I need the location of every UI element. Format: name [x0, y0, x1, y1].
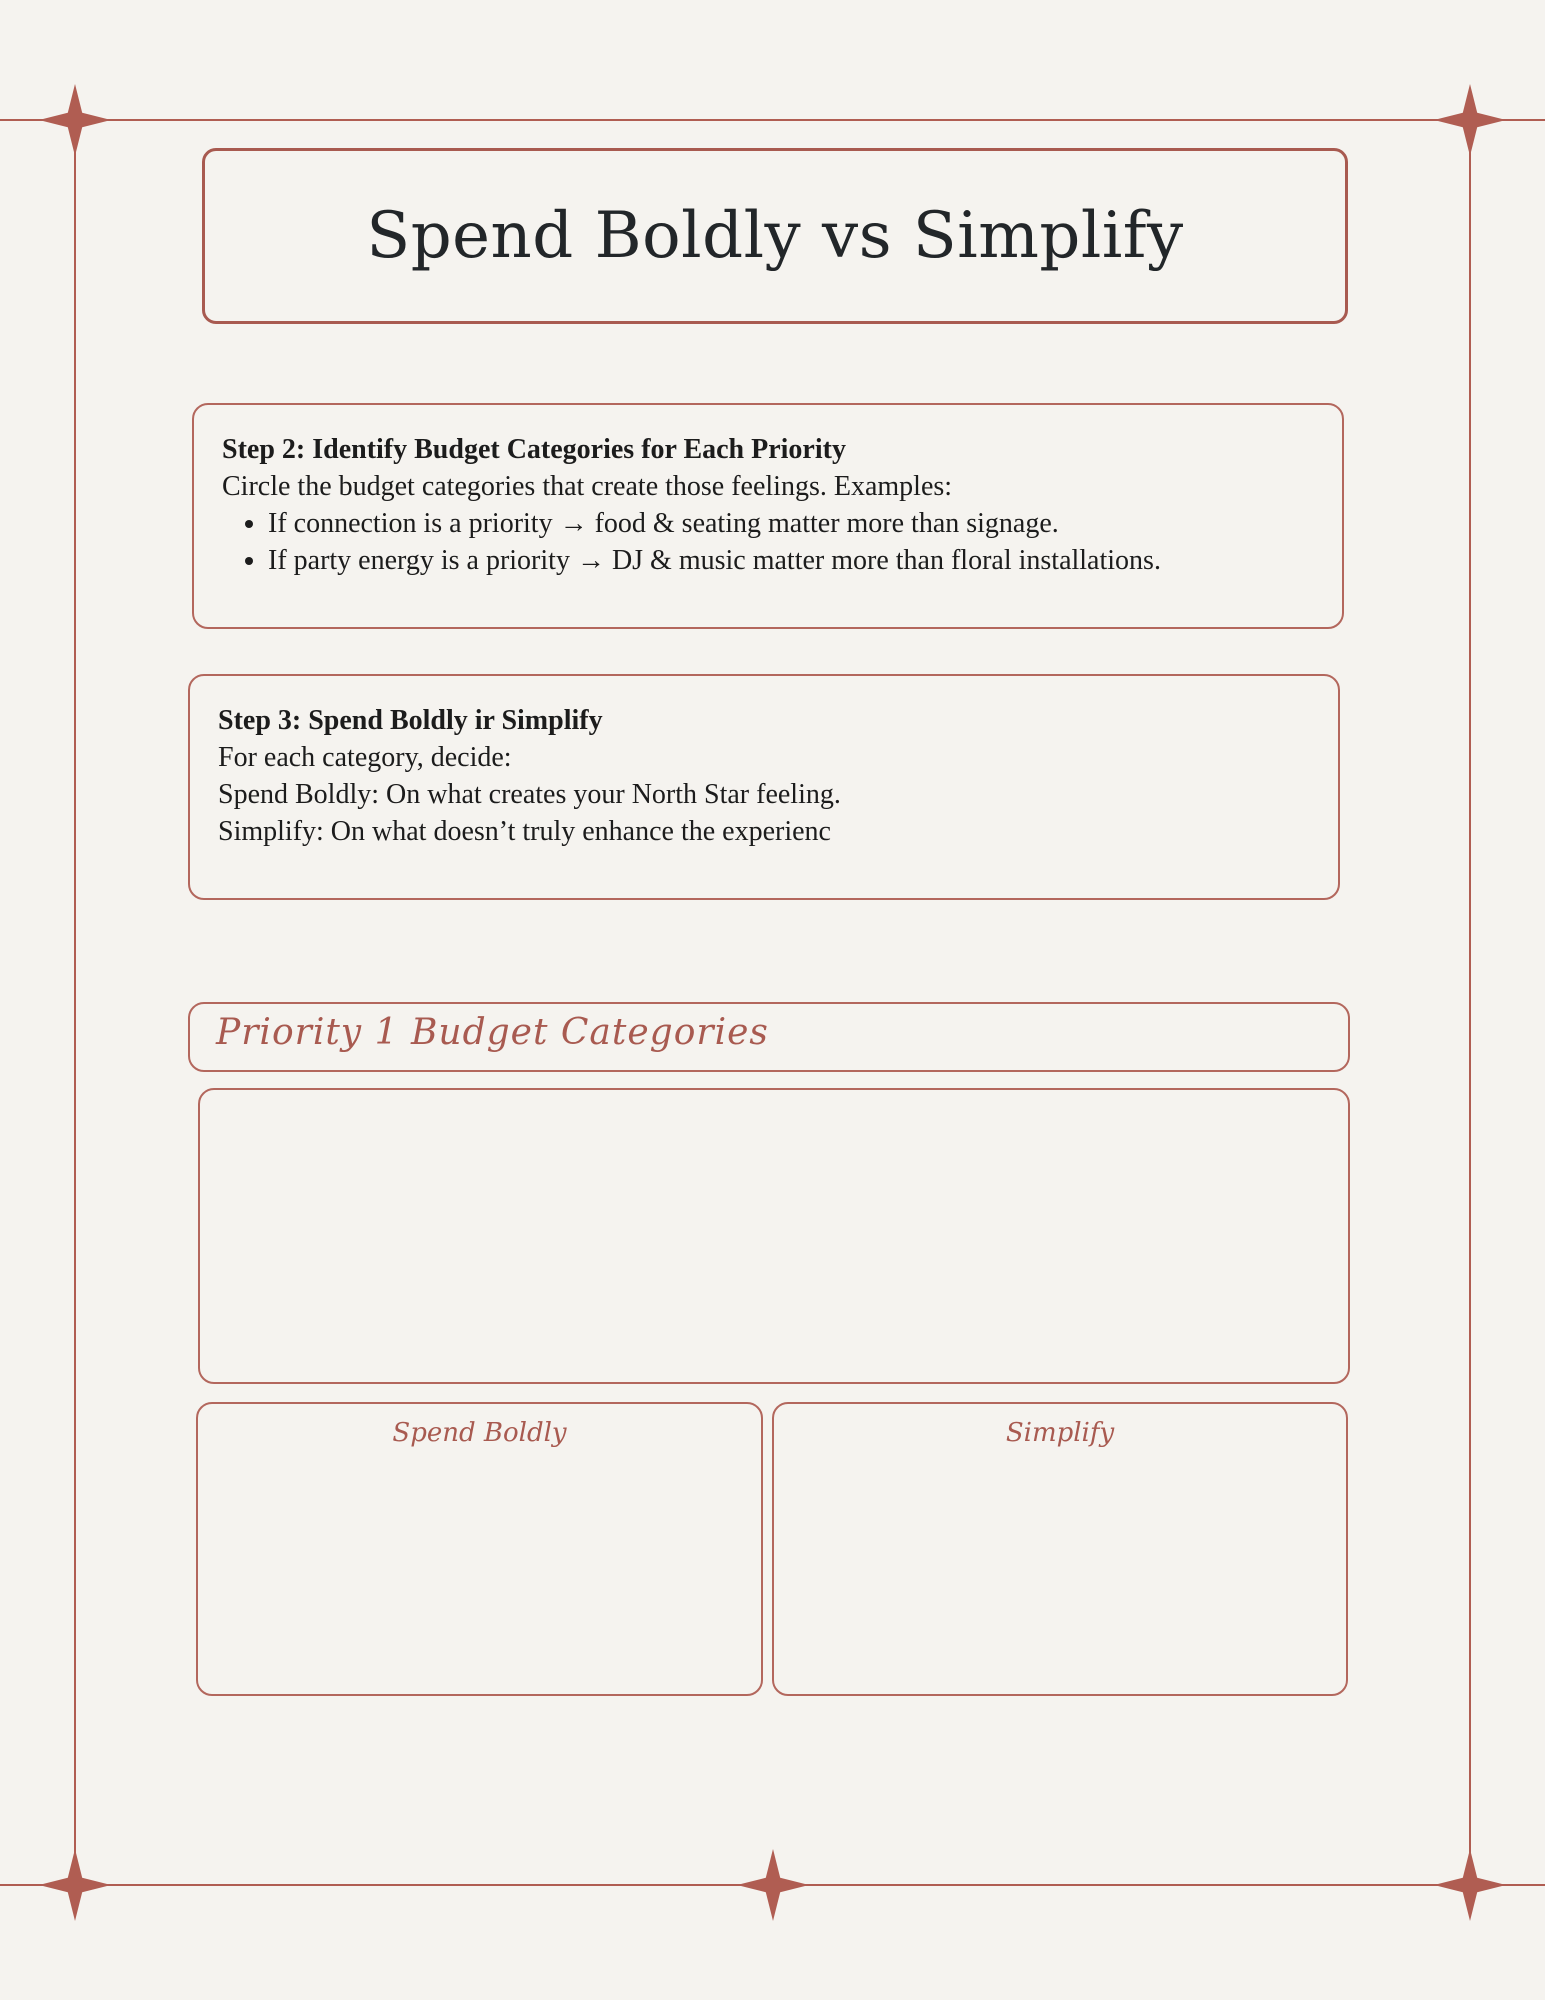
star-ornament-icon [737, 1849, 809, 1921]
step3-line: For each category, decide: [218, 742, 512, 773]
step2-box [192, 403, 1344, 629]
star-ornament-icon [1434, 84, 1506, 156]
step3-heading: Step 3: Spend Boldly ir Simplify [218, 705, 603, 736]
priority-label-box [188, 1002, 1350, 1072]
step3-line: Simplify: On what doesn’t truly enhance the experienc [218, 816, 831, 847]
star-ornament-icon [1434, 1849, 1506, 1921]
step2-example-list [222, 505, 1314, 579]
spend-boldly-area[interactable] [196, 1402, 763, 1696]
star-ornament-icon [39, 84, 111, 156]
title-box [202, 148, 1348, 324]
frame-left-line [74, 120, 76, 1885]
priority-categories-area[interactable] [198, 1088, 1350, 1384]
frame-top-line [0, 119, 1545, 121]
simplify-area[interactable] [772, 1402, 1348, 1696]
page-title: Spend Boldly vs Simplify [366, 199, 1184, 273]
list-item: • If connection is a priority → food & seating matter more than signage. [268, 505, 1314, 542]
simplify-label: Simplify [1005, 1418, 1115, 1448]
frame-right-line [1469, 120, 1471, 1885]
step3-box [188, 674, 1340, 900]
spend-boldly-label: Spend Boldly [392, 1418, 567, 1448]
list-item: • If party energy is a priority → DJ & music matter more than floral installations. [268, 542, 1314, 579]
step2-intro: Circle the budget categories that create those feelings. Examples: [222, 471, 953, 502]
priority-label: Priority 1 Budget Categories [216, 1012, 769, 1053]
step3-line: Spend Boldly: On what creates your North Star feeling. [218, 779, 841, 810]
step2-heading: Step 2: Identify Budget Categories for Each Priority [222, 434, 846, 465]
star-ornament-icon [39, 1849, 111, 1921]
